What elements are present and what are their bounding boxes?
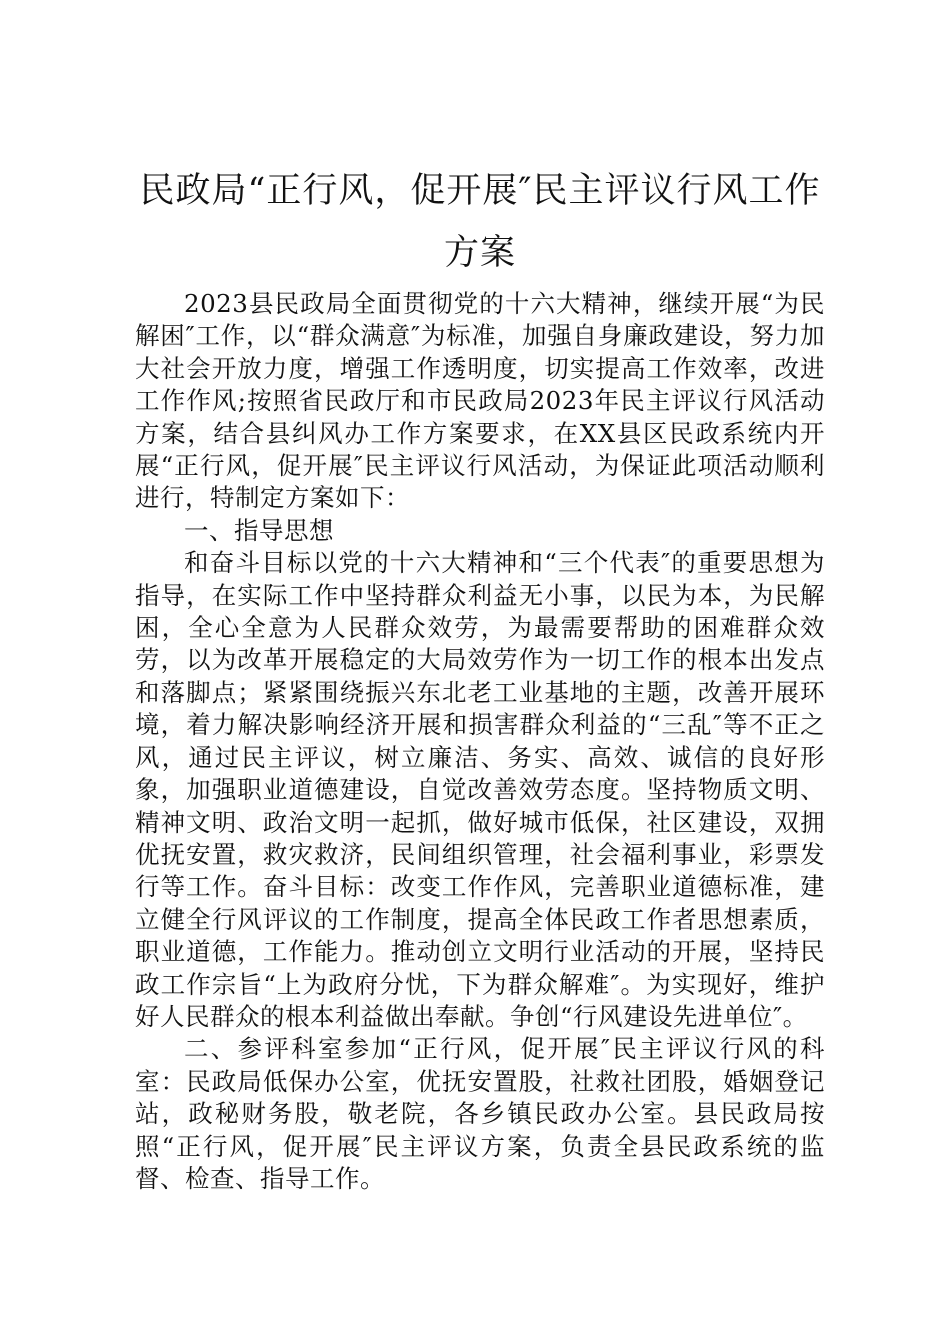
paragraph-participating-departments: 二、参评科室参加“正行风，促开展″民主评议行风的科室：民政局低保办公室，优抚安置股，社救社团股，婚姻登记站，政秘财务股，敬老院，各乡镇民政办公室。县民政局按照“正行风，促开展″民主评议方案，负责全县民政系统的监督、检查、指导工作。 bbox=[135, 1034, 825, 1193]
document-page bbox=[135, 160, 825, 1195]
paragraph-intro: 2023县民政局全面贯彻党的十六大精神，继续开展“为民解困″工作，以“群众满意″为标准，加强自身廉政建设，努力加大社会开放力度，增强工作透明度，切实提高工作效率，改进工作作风;按照省民政厅和市民政局2023年民主评议行风活动方案，结合县纠风办工作方案要求，在XX县区民政系统内开展“正行风，促开展″民主评议行风活动，为保证此项活动顺利进行，特制定方案如下： bbox=[135, 289, 825, 513]
section-heading-guiding-thought: 一、指导思想 bbox=[184, 515, 334, 545]
document-title: 民政局“正行风，促开展″民主评议行风工作方案 bbox=[139, 171, 821, 273]
paragraph-guiding-thought: 和奋斗目标以党的十六大精神和“三个代表″的重要思想为指导，在实际工作中坚持群众利益无小事，以民为本，为民解困，全心全意为人民群众效劳，为最需要帮助的困难群众效劳，以为改革开展稳定的大局效劳作为一切工作的根本出发点和落脚点；紧紧围绕振兴东北老工业基地的主题，改善开展环境，着力解决影响经济开展和损害群众利益的“三乱″等不正之风，通过民主评议，树立廉洁、务实、高效、诚信的良好形象，加强职业道德建设，自觉改善效劳态度。坚持物质文明、精神文明、政治文明一起抓，做好城市低保，社区建设，双拥优抚安置，救灾救济，民间组织管理，社会福利事业，彩票发行等工作。奋斗目标：改变工作作风，完善职业道德标准，建立健全行风评议的工作制度，提高全体民政工作者思想素质，职业道德，工作能力。推动创立文明行业活动的开展，坚持民政工作宗旨“上为政府分忧，下为群众解难″。为实现好，维护好人民群众的根本利益做出奉献。争创“行风建设先进单位″。 bbox=[135, 548, 825, 1031]
